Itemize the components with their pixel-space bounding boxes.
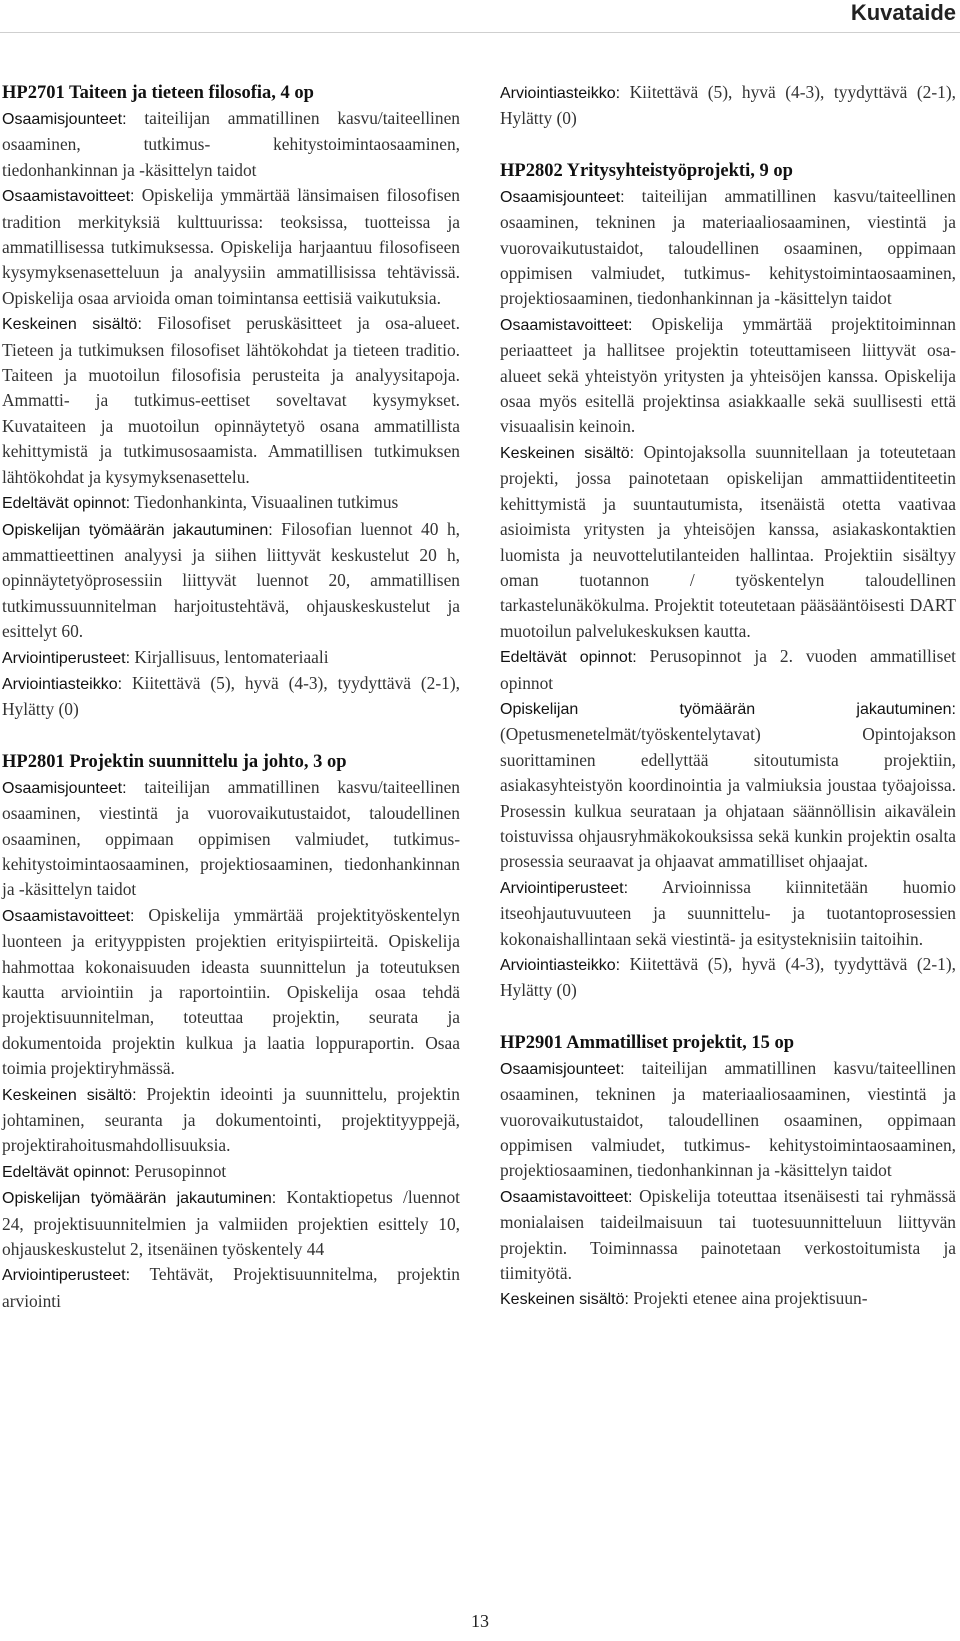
field-label: Keskeinen sisältö:	[500, 444, 635, 462]
field-label: Osaamistavoitteet:	[2, 188, 135, 206]
header-divider	[0, 32, 960, 33]
course-hp2801	[2, 749, 460, 1315]
course-title: HP2701 Taiteen ja tieteen filosofia, 4 op	[2, 83, 314, 103]
course-field	[500, 1184, 956, 1287]
field-text: Projekti etenee aina projektisuun-	[633, 1288, 868, 1309]
course-field	[2, 1185, 460, 1262]
field-text: Opiskelija ymmärtää projektityöskentelyn luonteen ja erityyppisten projektien erityispiirteitä. Opiskelija hahmottaa kokonaisuuden ideasta suunnittelun ja toteutuksen kautta arviointiin ja raportointiin. Opiskelija osaa tehdä projektisuunnitelman, toteuttaa projektin, seurata ja dokumentoida projektin kulkua ja laatia loppuraportin. Osaa toimia projektiryhmässä.	[2, 904, 460, 1079]
field-text: Opiskelija ymmärtää projektitoiminnan periaatteet ja hallitsee projektin toteuttamiseen liittyvät osa-alueet sekä yhteistyön yritysten ja yhteisöjen kanssa. Opiskelija osaa myös esitellä projektinsa asiakkaalle sekä suullisesti että visuaalisin keinoin.	[500, 313, 956, 437]
field-text: Filosofiset peruskäsitteet ja osa-alueet. Tieteen ja tutkimuksen filosofiset lähtökohdat ja tieteen traditio. Taiteen ja muotoilun filosofisia perusteita ja analyysitapoja. Ammatti- ja tutkimus-eettiset soveltavat kysymykset. Kuvataiteen ja muotoilun opinnäytetyö osana ammatillista kehittymistä ja tutkimusosaamista. Ammatillisen tutkimuksen lähtökohdat ja kysymyksenasettelu.	[2, 313, 460, 487]
field-label: Arviointiperusteet:	[2, 649, 131, 667]
course-title: HP2802 Yritysyhteistyöprojekti, 9 op	[500, 160, 793, 181]
course-field	[2, 517, 460, 645]
course-hp2701	[2, 80, 460, 723]
field-text: Kiitettävä (5), hyvä (4-3), tyydyttävä (2-1), Hylätty (0)	[500, 82, 956, 129]
field-text: taiteilijan ammatillinen kasvu/taiteellinen osaaminen, tutkimus- kehitystoimintaosaaminen, tiedonhankinnan ja -käsittelyn taidot	[2, 108, 460, 180]
field-label: Arviointiasteikko:	[500, 85, 621, 102]
course-field	[500, 1056, 956, 1184]
field-text: Tehtävät, Projektisuunnitelma, projektin arviointi	[2, 1264, 460, 1311]
field-label: Keskeinen sisältö:	[2, 1086, 137, 1104]
field-label: Keskeinen sisältö:	[2, 316, 142, 334]
course-field	[500, 80, 956, 132]
course-field	[2, 775, 460, 903]
course-field	[2, 311, 460, 490]
field-text: (Opetusmenetelmät/työskentelytavat) Opintojakson suorittaminen edellyttää sitoutumista projektiin, asiakasyhteistyön koordinointia ja valmiuksia joustaa työajoissa. Prosessin kulkua seurataan ja ohjataan säännöllisin aikavälein toistuvissa ohjausryhmäkokouksissa sekä kunkin projektin osalta prosessia seuraavat ja ohjaavat ammatilliset ohjaajat.	[500, 724, 956, 872]
field-text: Kiitettävä (5), hyvä (4-3), tyydyttävä (2-1), Hylätty (0)	[2, 672, 460, 720]
course-field	[500, 644, 956, 696]
field-label: Edeltävät opinnot:	[500, 649, 637, 667]
field-text: Tiedonhankinta, Visuaalinen tutkimus	[134, 492, 399, 513]
field-label: Osaamisjounteet:	[500, 1060, 625, 1078]
field-label: Arviointiasteikko:	[500, 957, 621, 974]
field-text: taiteilijan ammatillinen kasvu/taiteellinen osaaminen, tekninen ja materiaaliosaaminen, viestintä ja vuorovaikutustaidot, taloudellinen osaaminen, oppimaan oppimisen valmiudet, tutkimus- kehitystoimintaosaaminen, projektiosaaminen, tiedonhankinnan ja -käsittelyn taidot	[500, 185, 956, 309]
field-text: Kontaktiopetus /luennot 24, projektisuunnitelmien ja valmiiden projektien esittely 10, ohjauskeskustelut 2, itsenäinen työskentely 44	[2, 1187, 460, 1260]
course-field	[500, 952, 956, 1004]
field-label: Opiskelijan työmäärän jakautuminen:	[2, 1190, 277, 1208]
field-text: Kiitettävä (5), hyvä (4-3), tyydyttävä (2-1), Hylätty (0)	[500, 954, 956, 1001]
section-spacer	[2, 723, 460, 749]
field-text: Perusopinnot ja 2. vuoden ammatilliset opinnot	[500, 646, 956, 693]
left-column	[2, 80, 460, 1314]
field-label: Edeltävät opinnot:	[2, 495, 131, 513]
field-text: Projektin ideointi ja suunnittelu, projektin johtaminen, seuranta ja dokumentointi, projektityyppejä, projektirahoitusmahdollisuuksia.	[2, 1083, 460, 1156]
field-text: taiteilijan ammatillinen kasvu/taiteellinen osaaminen, tekninen ja materiaaliosaaminen, viestintä ja vuorovaikutustaidot, taloudellinen osaaminen, oppimaan oppimisen valmiudet, tutkimus- kehitystoimintaosaaminen, projektiosaaminen, tiedonhankinnan ja -käsittelyn taidot	[500, 1057, 956, 1181]
course-field	[2, 183, 460, 311]
field-label: Osaamisjounteet:	[2, 779, 127, 797]
field-text: Kirjallisuus, lentomateriaali	[134, 646, 329, 667]
field-text: Opiskelija ymmärtää länsimaisen filosofisen tradition merkityksiä kulttuurissa: teoksissa, tuotteissa ja ammatillisessa tutkimuksessa. Opiskelija harjaantuu filosofiseen kysymyksenasetteluun ja analyysiin ammatillisissa tehtävissä. Opiskelija osaa arvioida oman toimintansa eettisiä vaikutuksia.	[2, 185, 460, 308]
field-label: Osaamistavoitteet:	[500, 1188, 633, 1206]
field-label: Osaamisjounteet:	[2, 111, 127, 128]
course-field	[2, 490, 460, 516]
field-text: Perusopinnot	[134, 1160, 227, 1181]
field-label: Arviointiperusteet:	[500, 879, 629, 897]
field-label: Osaamisjounteet:	[500, 188, 625, 206]
field-label: Edeltävät opinnot:	[2, 1163, 131, 1181]
field-text: Filosofian luennot 40 h, ammattieettinen analyysi ja siihen liittyvät keskustelut 20 h, opinnäytetyöprosessiin liittyvät luennot 20, ammatillisen tutkimussuunnitelman harjoitustehtävä, ohjauskeskustelut ja esittelyt 60.	[2, 518, 461, 642]
course-field	[500, 312, 956, 440]
course-hp2802	[500, 80, 956, 1004]
course-field	[2, 1082, 460, 1159]
field-label: Arviointiperusteet:	[2, 1267, 131, 1285]
field-label: Osaamistavoitteet:	[2, 907, 135, 925]
page-header	[0, 0, 960, 30]
course-field	[500, 696, 956, 875]
section-spacer	[500, 1004, 956, 1030]
course-field	[2, 645, 460, 671]
field-label: Keskeinen sisältö:	[500, 1291, 629, 1309]
course-field	[2, 671, 460, 723]
course-title: HP2901 Ammatilliset projektit, 15 op	[500, 1032, 795, 1053]
course-field	[2, 106, 460, 183]
course-field	[2, 1262, 460, 1314]
field-label: Opiskelijan työmäärän jakautuminen:	[500, 700, 956, 718]
section-title: Kuvataide	[850, 0, 956, 25]
field-label: Opiskelijan työmäärän jakautuminen:	[2, 521, 273, 539]
course-field	[500, 1286, 956, 1312]
course-title: HP2801 Projektin suunnittelu ja johto, 3 op	[2, 751, 347, 772]
field-text: Arvioinnissa kiinnitetään huomio itseohjautuvuuteen ja suunnittelu- ja tuotantoprosessien kokonaishallintaan sekä viestintä- ja esitysteknisiin taitoihin.	[500, 876, 956, 949]
field-text: taiteilijan ammatillinen kasvu/taiteellinen osaaminen, viestintä ja vuorovaikutustaidot, taloudellinen osaaminen, oppimaan oppimisen valmiudet, tutkimus- kehitystoimintaosaaminen, projektiosaaminen, tiedonhankinnan ja -käsittelyn taidot	[2, 776, 460, 900]
field-label: Arviointiasteikko:	[2, 675, 123, 693]
field-text: Opiskelija toteuttaa itsenäisesti tai ryhmässä monialaisen taideilmaisuun tai tuotesuunnitteluun liittyvän projektin. Toiminnassa painotetaan verkostoitumista ja tiimityötä.	[500, 1185, 956, 1284]
field-text: Opintojaksolla suunnitellaan ja toteutetaan projekti, jossa painotetaan opiskelijan ammattiidentiteetin kehittymistä ja suuntautumista, itsenäistä otetta vaativaa asioimista yritysten ja yhteisöjen kanssa, asiakaskontaktien luomista ja neuvottelutilanteiden hallintaa. Projektiin sisältyy oman tuotannon / työskentelyn taloudellinen tarkastelunäkökulma. Projektit toteutetaan pääsääntöisesti DART muotoilun palvelukeskuksen kautta.	[500, 441, 956, 641]
page-number: 13	[471, 1611, 489, 1631]
course-field	[2, 903, 460, 1082]
field-label: Osaamistavoitteet:	[500, 316, 633, 334]
course-field	[500, 440, 956, 644]
section-spacer	[500, 132, 956, 158]
course-field	[500, 184, 956, 312]
course-field	[2, 1159, 460, 1185]
course-field	[500, 875, 956, 952]
course-hp2901	[500, 1030, 956, 1313]
right-column	[500, 80, 956, 1313]
